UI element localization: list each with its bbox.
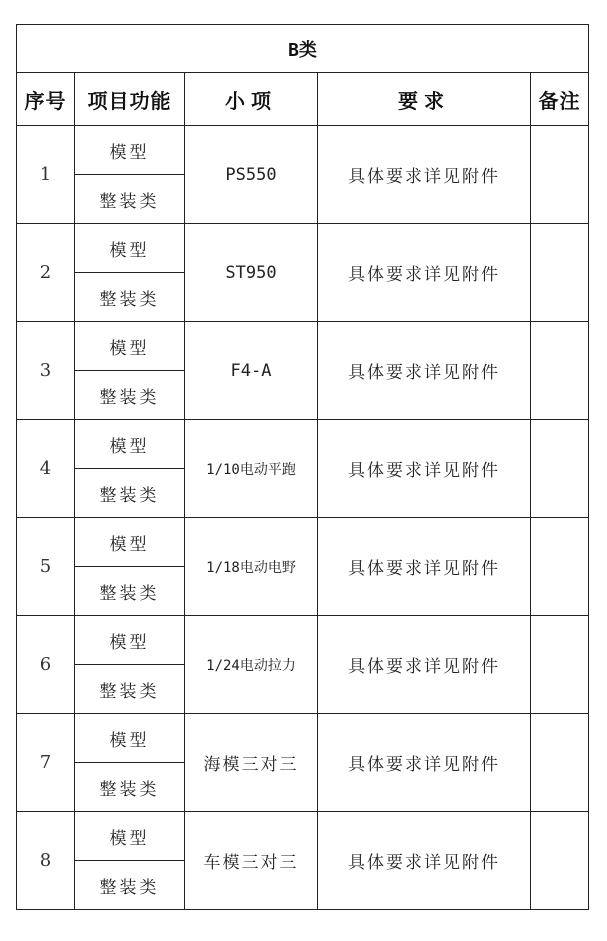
table-row [17,126,589,175]
seq-cell: 8 [17,812,75,910]
table-title: B类 [17,25,589,73]
table-row [17,322,589,371]
note-cell [531,518,589,616]
requirement-cell: 具体要求详见附件 [318,518,531,616]
table-row [17,224,589,273]
function-cell: 整装类 [75,763,185,812]
function-cell: 模型 [75,224,185,273]
item-cell: 1/10电动平跑 [185,420,318,518]
function-cell: 整装类 [75,469,185,518]
item-cell: ST950 [185,224,318,322]
table-row [17,518,589,567]
function-cell: 整装类 [75,861,185,910]
requirement-cell: 具体要求详见附件 [318,420,531,518]
note-cell [531,420,589,518]
function-cell: 模型 [75,126,185,175]
seq-cell: 7 [17,714,75,812]
seq-cell: 4 [17,420,75,518]
note-cell [531,224,589,322]
table-body [17,126,589,910]
table-row [17,714,589,763]
note-cell [531,322,589,420]
header-note: 备注 [531,73,589,126]
note-cell [531,616,589,714]
requirement-cell: 具体要求详见附件 [318,224,531,322]
function-cell: 整装类 [75,371,185,420]
item-cell: 1/18电动电野 [185,518,318,616]
seq-cell: 2 [17,224,75,322]
header-item: 小项 [185,73,318,126]
function-cell: 模型 [75,812,185,861]
note-cell [531,812,589,910]
function-cell: 模型 [75,714,185,763]
item-cell: 车模三对三 [185,812,318,910]
header-function: 项目功能 [75,73,185,126]
note-cell [531,714,589,812]
function-cell: 模型 [75,518,185,567]
function-cell: 整装类 [75,665,185,714]
table-row [17,420,589,469]
function-cell: 整装类 [75,567,185,616]
seq-cell: 6 [17,616,75,714]
item-cell: 海模三对三 [185,714,318,812]
table-row [17,812,589,861]
function-cell: 整装类 [75,273,185,322]
seq-cell: 3 [17,322,75,420]
header-seq: 序号 [17,73,75,126]
requirement-cell: 具体要求详见附件 [318,812,531,910]
header-row [17,73,589,126]
item-cell: PS550 [185,126,318,224]
seq-cell: 1 [17,126,75,224]
requirement-cell: 具体要求详见附件 [318,616,531,714]
function-cell: 整装类 [75,175,185,224]
header-requirement: 要求 [318,73,531,126]
note-cell [531,126,589,224]
function-cell: 模型 [75,322,185,371]
item-cell: F4-A [185,322,318,420]
function-cell: 模型 [75,616,185,665]
requirement-cell: 具体要求详见附件 [318,322,531,420]
requirement-cell: 具体要求详见附件 [318,126,531,224]
seq-cell: 5 [17,518,75,616]
function-cell: 模型 [75,420,185,469]
requirement-cell: 具体要求详见附件 [318,714,531,812]
item-cell: 1/24电动拉力 [185,616,318,714]
table-row [17,616,589,665]
category-b-table [16,24,589,910]
